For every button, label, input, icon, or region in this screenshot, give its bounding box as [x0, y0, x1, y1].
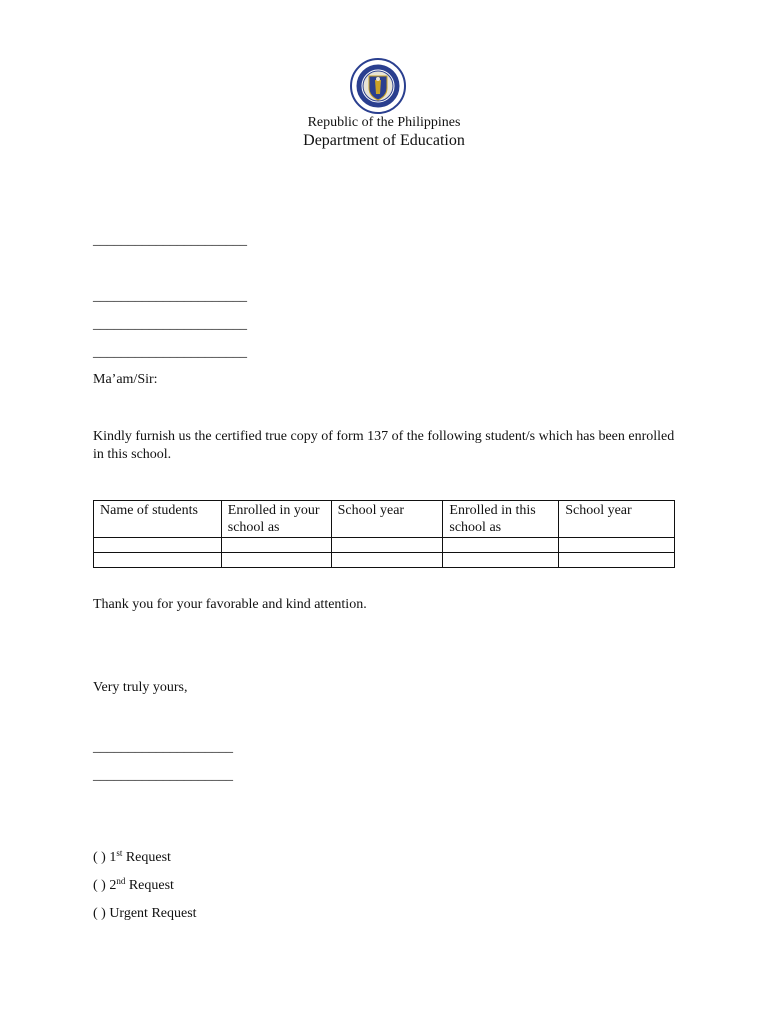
student-table	[93, 500, 675, 568]
table-cell	[94, 553, 222, 568]
salutation: Ma’am/Sir:	[93, 372, 158, 387]
table-cell	[331, 538, 443, 553]
request-checkbox-1: ( )	[93, 850, 110, 865]
designation-line: ____________________	[93, 768, 233, 783]
table-cell	[221, 538, 331, 553]
table-row	[94, 553, 675, 568]
table-cell	[559, 553, 675, 568]
address-line-2: ______________________	[93, 317, 247, 332]
table-cell	[331, 553, 443, 568]
request-1-label: Request	[122, 850, 171, 865]
table-cell	[443, 538, 559, 553]
request-2-suffix: nd	[116, 876, 126, 886]
request-option-urgent: ( ) Urgent Request	[93, 906, 197, 921]
request-1-suffix: st	[116, 848, 123, 858]
thanks-text: Thank you for your favorable and kind attention.	[93, 597, 367, 612]
table-cell	[559, 538, 675, 553]
table-cell	[94, 538, 222, 553]
col-header-school-year-1: School year	[331, 501, 443, 538]
address-line-3: ______________________	[93, 345, 247, 360]
request-2-label: Request	[125, 878, 174, 893]
header-department: Department of Education	[303, 132, 465, 149]
table-row	[94, 538, 675, 553]
col-header-school-year-2: School year	[559, 501, 675, 538]
request-1-number: 1	[109, 850, 117, 865]
signature-line: ____________________	[93, 740, 233, 755]
header-republic: Republic of the Philippines	[307, 115, 461, 130]
recipient-name-line: ______________________	[93, 233, 247, 248]
address-line-1: ______________________	[93, 289, 247, 304]
table-cell	[221, 553, 331, 568]
request-checkbox-2: ( )	[93, 878, 110, 893]
col-header-enrolled-your-school: Enrolled in your school as	[221, 501, 331, 538]
request-option-1st	[93, 849, 683, 867]
table-header-row	[94, 501, 675, 538]
col-header-enrolled-this-school: Enrolled in this school as	[443, 501, 559, 538]
request-body-text: Kindly furnish us the certified true copy of form 137 of the following student/s which has been enrolled in this school.	[93, 429, 675, 462]
table-cell	[443, 553, 559, 568]
request-option-2nd	[93, 877, 683, 895]
deped-seal-logo	[345, 58, 411, 114]
request-2-number: 2	[109, 878, 117, 893]
closing-text: Very truly yours,	[93, 680, 188, 695]
col-header-name: Name of students	[94, 501, 222, 538]
